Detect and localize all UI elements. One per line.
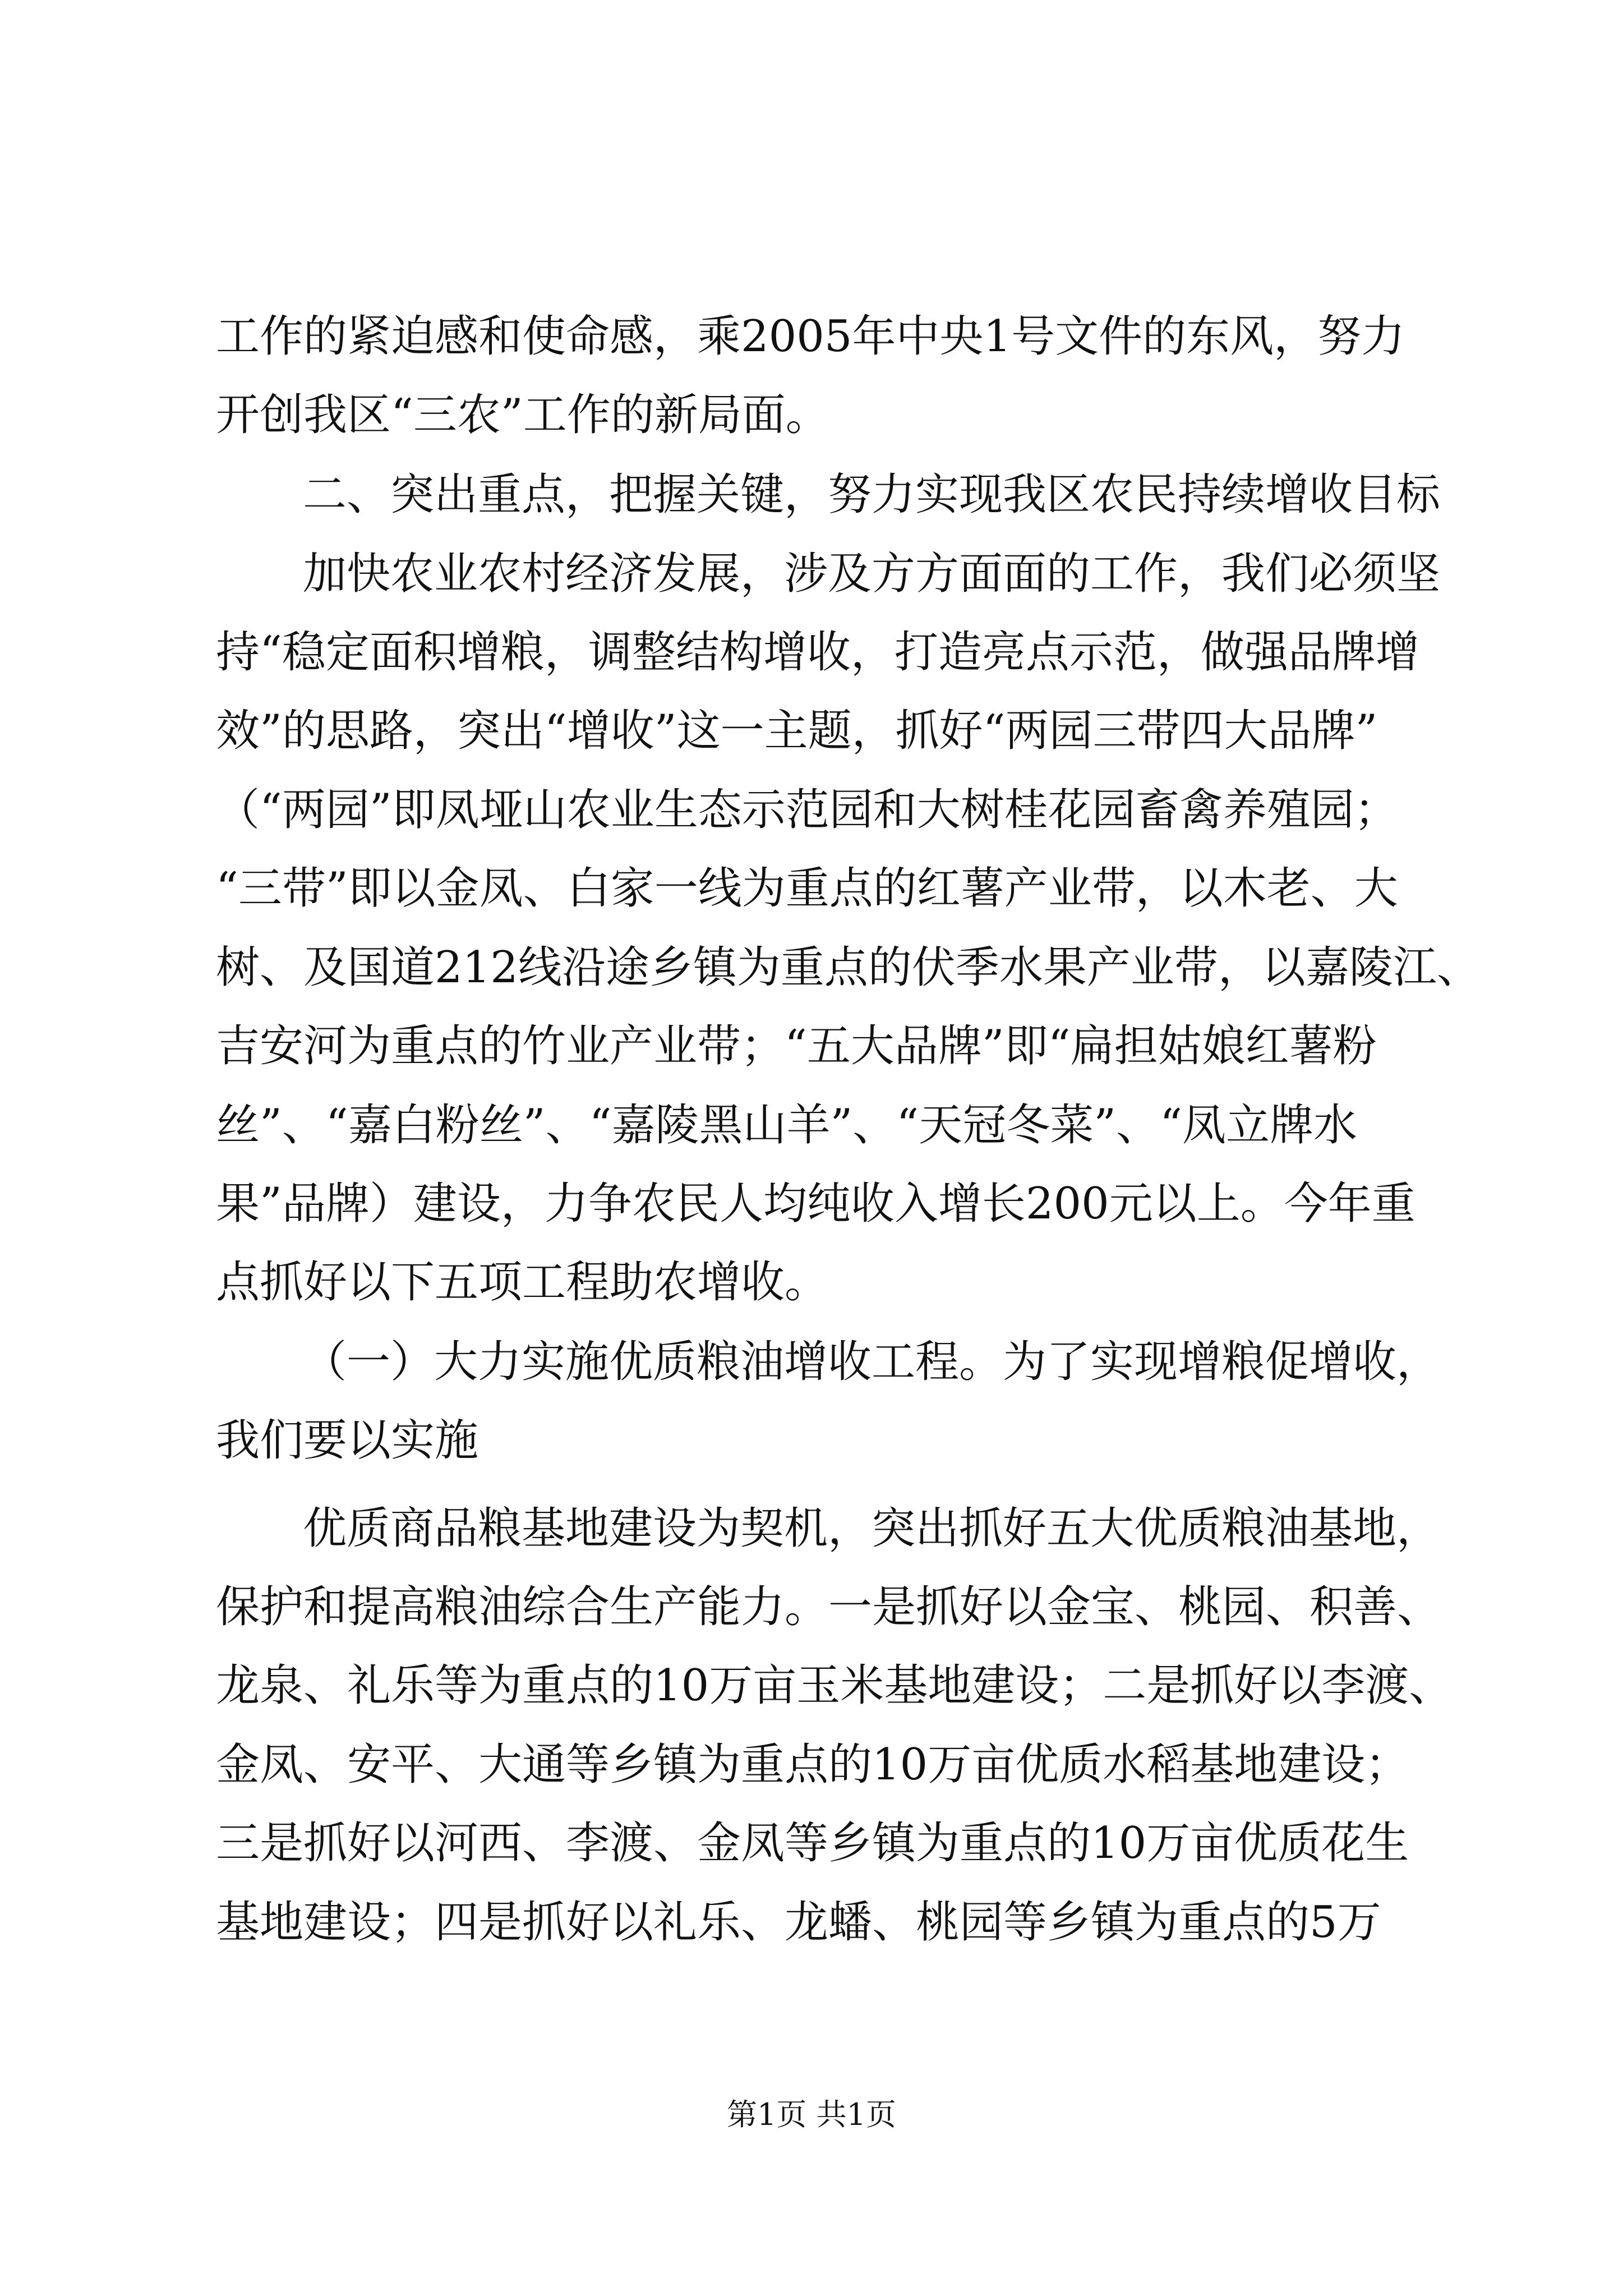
text-line: 工作的紧迫感和使命感，乘2005年中央1号文件的东风，努力 (216, 311, 1405, 362)
text-line: 效”的思路，突出“增收”这一主题，抓好“两园三带四大品牌” (216, 706, 1378, 756)
text-line: 优质商品粮基地建设为契机，突出抓好五大优质粮油基地， (303, 1503, 1441, 1554)
text-line: 金凤、安平、大通等乡镇为重点的10万亩优质水稻基地建设； (216, 1740, 1409, 1790)
text-line: 我们要以实施 (216, 1415, 479, 1466)
text-line: 加快农业农村经济发展，涉及方方面面的工作，我们必须坚 (303, 549, 1441, 599)
subsection-heading: （一）大力实施优质粮油增收工程。为了实现增粮促增收， (303, 1337, 1441, 1387)
text-line: 吉安河为重点的竹业产业带；“五大品牌”即“扁担姑娘红薯粉 (216, 1021, 1377, 1071)
text-line: 三是抓好以河西、李渡、金凤等乡镇为重点的10万亩优质花生 (216, 1818, 1409, 1869)
text-line: 开创我区“三农”工作的新局面。 (216, 390, 829, 440)
text-line: 保护和提高粮油综合生产能力。一是抓好以金宝、桃园、积善、 (216, 1582, 1441, 1632)
text-line: 果”品牌）建设，力争农民人均纯收入增长200元以上。今年重 (216, 1179, 1415, 1229)
text-line: 基地建设；四是抓好以礼乐、龙蟠、桃园等乡镇为重点的5万 (216, 1897, 1381, 1948)
text-line: 持“稳定面积增粮，调整结构增收，打造亮点示范，做强品牌增 (216, 627, 1419, 678)
text-line: 点抓好以下五项工程助农增收。 (216, 1257, 829, 1308)
text-line: （“两园”即凤垭山农业生态示范园和大树桂花园畜禽养殖园； (216, 785, 1398, 835)
text-line: 树、及国道212线沿途乡镇为重点的伏季水果产业带，以嘉陵江、 (216, 942, 1481, 993)
section-heading: 二、突出重点，把握关键，努力实现我区农民持续增收目标 (303, 470, 1441, 520)
text-line: 龙泉、礼乐等为重点的10万亩玉米基地建设；二是抓好以李渡、 (216, 1660, 1453, 1711)
text-line: “三带”即以金凤、白家一线为重点的红薯产业带，以木老、大 (216, 863, 1398, 914)
page-footer: 第1页 共1页 (727, 2097, 896, 2132)
text-line: 丝”、“嘉白粉丝”、“嘉陵黑山羊”、“天冠冬菜”、“凤立牌水 (216, 1100, 1358, 1151)
